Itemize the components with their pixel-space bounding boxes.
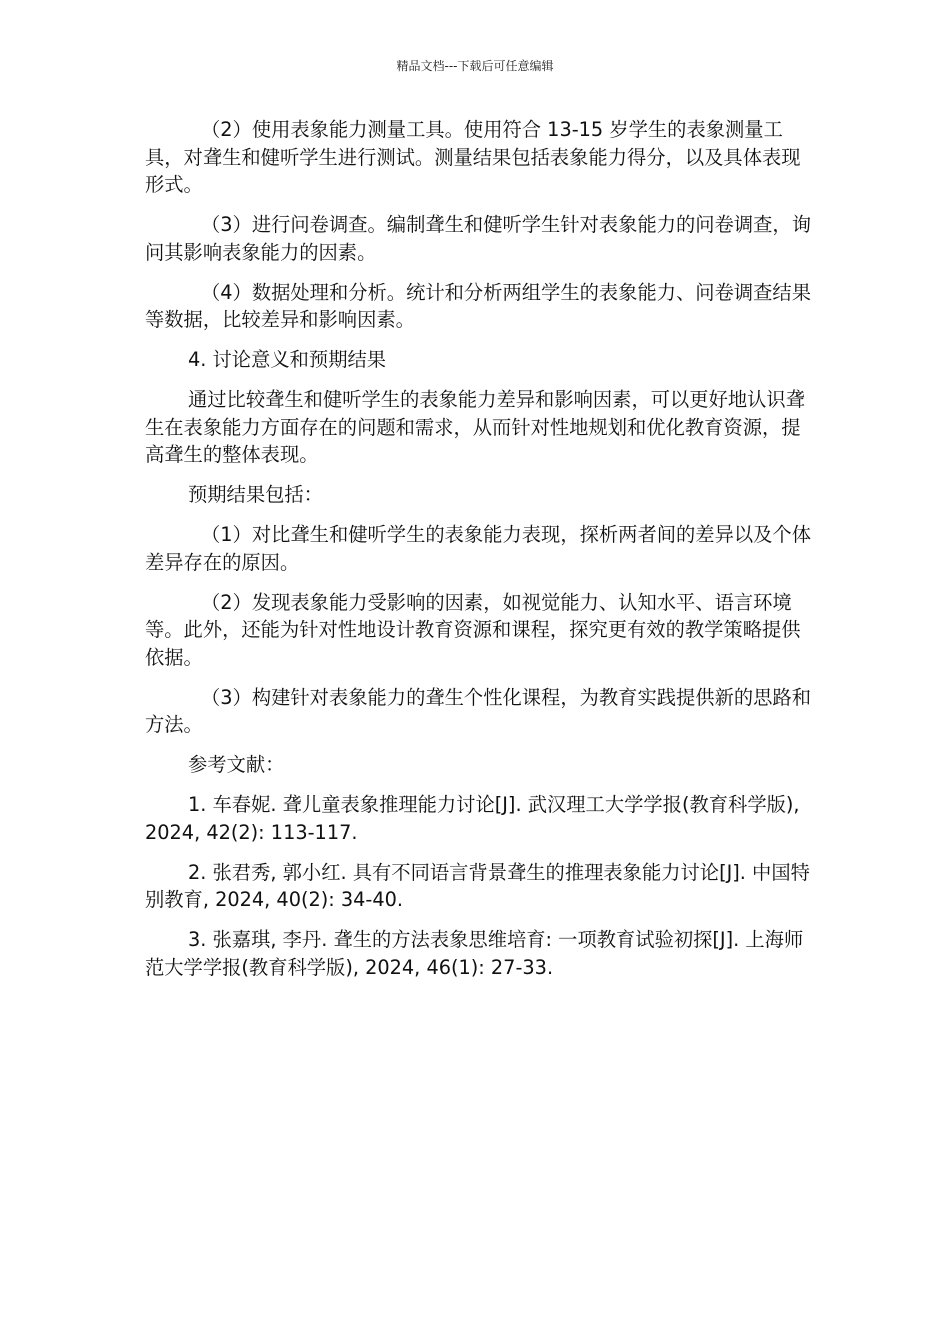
paragraph-step-3: （3）进行问卷调查。编制聋生和健听学生针对表象能力的问卷调查，询问其影响表象能力的因素。 — [145, 213, 811, 264]
section-heading: 4. 讨论意义和预期结果 — [188, 348, 387, 371]
reference-2: 2. 张君秀, 郭小红. 具有不同语言背景聋生的推理表象能力讨论[J]. 中国特别教育, 2024, 40(2): 34-40. — [145, 860, 810, 911]
paragraph-step-4: （4）数据处理和分析。统计和分析两组学生的表象能力、问卷调查结果等数据，比较差异和影响因素。 — [145, 280, 811, 331]
expected-results-intro: 预期结果包括： — [188, 483, 323, 506]
paragraph-significance: 通过比较聋生和健听学生的表象能力差异和影响因素，可以更好地认识聋生在表象能力方面存在的问题和需求，从而针对性地规划和优化教育资源，提高聋生的整体表现。 — [145, 388, 805, 466]
reference-3: 3. 张嘉琪, 李丹. 聋生的方法表象思维培育: 一项教育试验初探[J]. 上海师范大学学报(教育科学版), 2024, 46(1): 27-33. — [145, 928, 804, 979]
expected-result-2: （2）发现表象能力受影响的因素，如视觉能力、认知水平、语言环境等。此外，还能为针对性地设计教育资源和课程，探究更有效的教学策略提供依据。 — [145, 590, 801, 669]
references-heading: 参考文献： — [188, 753, 285, 776]
document-body — [145, 116, 817, 994]
page-header: 精品文档---下载后可任意编辑 — [396, 59, 554, 73]
reference-1: 1. 车春妮. 聋儿童表象推理能力讨论[J]. 武汉理工大学学报(教育科学版), 2024, 42(2): 113-117. — [145, 793, 800, 844]
expected-result-1: （1）对比聋生和健听学生的表象能力表现，探析两者间的差异以及个体差异存在的原因。 — [145, 523, 811, 574]
paragraph-step-2: （2）使用表象能力测量工具。使用符合 13-15 岁学生的表象测量工具，对聋生和健听学生进行测试。测量结果包括表象能力得分，以及具体表现形式。 — [145, 118, 801, 196]
expected-result-3: （3）构建针对表象能力的聋生个性化课程，为教育实践提供新的思路和方法。 — [145, 685, 811, 736]
